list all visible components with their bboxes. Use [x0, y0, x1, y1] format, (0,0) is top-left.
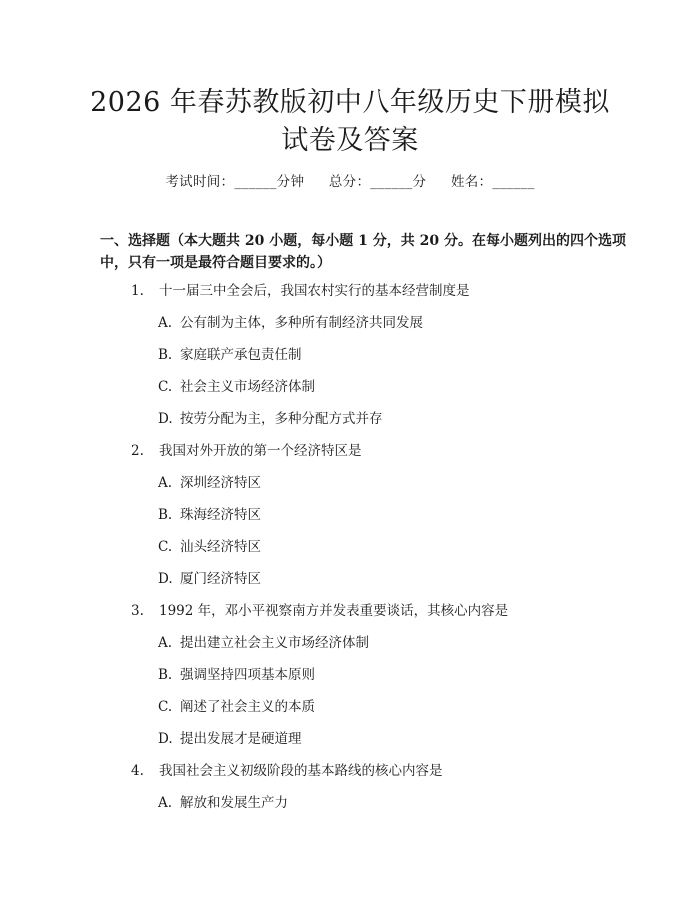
option-letter: B. — [158, 507, 173, 523]
question-number: 4. — [131, 763, 144, 779]
option-3b — [158, 666, 315, 684]
exam-time-field: 考试时间：______分钟 — [165, 174, 305, 190]
option-letter: C. — [158, 699, 173, 715]
option-letter: C. — [158, 539, 173, 555]
question-text: 十一届三中全会后，我国农村实行的基本经营制度是 — [159, 283, 470, 299]
question-text: 我国社会主义初级阶段的基本路线的核心内容是 — [159, 763, 443, 779]
question-4 — [131, 762, 443, 780]
exam-title: 2026 年春苏教版初中八年级历史下册模拟试卷及答案 — [90, 87, 610, 156]
option-4a — [158, 794, 288, 812]
option-3a — [158, 634, 369, 652]
option-text: 提出发展才是硬道理 — [180, 731, 302, 747]
option-2b — [158, 506, 261, 524]
option-1c — [158, 378, 315, 396]
option-text: 深圳经济特区 — [180, 475, 261, 491]
option-text: 阐述了社会主义的本质 — [180, 699, 315, 715]
question-2 — [131, 442, 362, 460]
option-text: 解放和发展生产力 — [180, 795, 288, 811]
total-score-field: 总分：______分 — [328, 174, 427, 190]
option-1a — [158, 314, 423, 332]
option-letter: A. — [158, 475, 173, 491]
option-letter: A. — [158, 315, 173, 331]
option-text: 公有制为主体，多种所有制经济共同发展 — [180, 315, 423, 331]
option-1d — [158, 410, 383, 428]
option-text: 提出建立社会主义市场经济体制 — [180, 635, 369, 651]
option-letter: D. — [158, 731, 173, 747]
option-letter: A. — [158, 795, 173, 811]
question-3 — [131, 602, 508, 620]
exam-meta — [0, 170, 700, 190]
question-1 — [131, 282, 470, 300]
option-text: 强调坚持四项基本原则 — [180, 667, 315, 683]
option-3c — [158, 698, 315, 716]
option-letter: A. — [158, 635, 173, 651]
question-text: 我国对外开放的第一个经济特区是 — [159, 443, 362, 459]
option-text: 厦门经济特区 — [180, 571, 261, 587]
option-2c — [158, 538, 261, 556]
option-letter: D. — [158, 571, 173, 587]
option-text: 汕头经济特区 — [180, 539, 261, 555]
option-text: 按劳分配为主，多种分配方式并存 — [180, 411, 383, 427]
option-2a — [158, 474, 261, 492]
option-2d — [158, 570, 261, 588]
option-text: 社会主义市场经济体制 — [180, 379, 315, 395]
question-number: 3. — [131, 603, 144, 619]
option-text: 珠海经济特区 — [180, 507, 261, 523]
question-text: 1992 年，邓小平视察南方并发表重要谈话，其核心内容是 — [159, 603, 509, 619]
option-letter: B. — [158, 347, 173, 363]
option-1b — [158, 346, 302, 364]
option-letter: B. — [158, 667, 173, 683]
question-number: 1. — [131, 283, 144, 299]
question-number: 2. — [131, 443, 144, 459]
section-heading: 一、选择题（本大题共 20 小题，每小题 1 分，共 20 分。在每小题列出的四个选项中，只有一项是最符合题目要求的。） — [100, 233, 626, 271]
option-letter: C. — [158, 379, 173, 395]
option-letter: D. — [158, 411, 173, 427]
option-text: 家庭联产承包责任制 — [180, 347, 302, 363]
name-field: 姓名：______ — [450, 174, 535, 190]
option-3d — [158, 730, 302, 748]
